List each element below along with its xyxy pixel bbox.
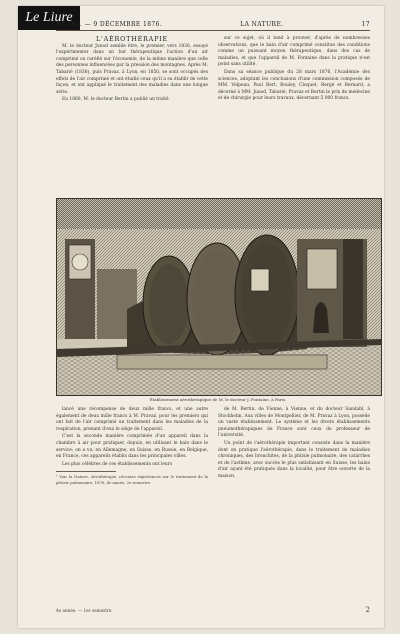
- footnote-rule: [56, 471, 116, 472]
- paragraph: Dans sa séance publique du 28 mars 1876, l'Académie des sciences, adoptant les conclusions d'une commission composée de MM. Velpeau, Paul Bert, Bouley, Cloquet, Bergé et Bernard, a décerné à MM. Junod, Tabarié, Pravaz et Bertin le prix de médecine et de chirurgie pour leurs travaux, décernant 5 000 francs.: [218, 69, 370, 102]
- figure-caption: Établissement aérothérapique de M. le docteur J. Fontaine, à Paris.: [149, 397, 287, 402]
- paragraph: C'est la seconde manière comprimée d'un appareil dans la chambre à air pour pratiquer, depuis, en utilisant le bain dans le service; on a vu, en Allemagne, en Suisse, en Russie, en Belgique, en France, ces appareils établis dans les principales villes.: [56, 434, 208, 460]
- paragraph: Les plus célèbres de ces établissements ont leurs: [62, 461, 173, 467]
- paragraph: de M. Bertin, de Vienne, à Vienne, et du docteur Sandahl, à Stockholm. Aux villes de Montpellier, de M. Pravaz à Lyon, possède un vaste établissement. Le système et les divers établissements pneumothérapiques de France sont ceux du professeur de l'université.: [218, 407, 370, 439]
- paragraph: lancé une récompense de deux mille francs, et une autre également de deux mille francs à M. Pravaz, pour les premiers qui ont fait de l'air comprimé un traitement dans les maladies de la respiration, prenant d'eux le siège de l'appareil.: [56, 407, 208, 432]
- article-title: L'AÉROTHÉRAPIE: [96, 35, 168, 43]
- column-left-bottom: [56, 407, 208, 485]
- journal-title: LA NATURE.: [240, 21, 284, 28]
- paragraph: Un point de l'aérothérapie important consiste dans la manière dont on pratique l'aérothérapie, dans le traitement de maladies chroniques, des bronchites, de la phtisie pulmonaire, des catarrhes et de l'asthme, avec succès le plus satisfaisant en Suisse, les bains d'air ayant été pratiqués dans la localité, pour être ouverte de la maison.: [218, 440, 370, 479]
- journal-page: [18, 6, 384, 628]
- bottom-columns: [56, 407, 370, 485]
- column-left-top: [56, 36, 208, 105]
- footnote: ¹ Voir la Nature, Aérothérapie, récentes expériences sur le traitement de la phtisie pulmonaire, 1876, 4e année, 2e semestre.: [56, 474, 208, 485]
- sheet-number: 2: [365, 606, 370, 614]
- paragraph: M. le docteur Junod semble être, le premier, vers 1836, essayé l'expérimenter dans un but thérapeutique l'action d'un air comprimé ou raréfié sur l'économie, de la même manière que celle des personnes influencées par la pression des montagnes. Après M. Tabarié (1838), puis Pravaz, à Lyon, en 1850, se sont occupés des effets de l'air comprimé et ont étudié ceux qu'il a su établir de cette façon, et ont appliqué le traitement des maladies dans une longue série.: [56, 43, 208, 95]
- page-number: 17: [361, 21, 370, 28]
- hyperbaric-chamber-engraving: [57, 199, 381, 395]
- column-right-bottom: [218, 407, 370, 485]
- page-footer: [56, 606, 370, 614]
- column-right-top: [218, 36, 370, 105]
- top-columns: [56, 36, 370, 105]
- issue-number: N° 163. — 9 DÉCEMBRE 1876.: [56, 21, 163, 28]
- engraving-illustration: [56, 198, 382, 396]
- running-header: [56, 21, 370, 31]
- library-stamp: Le Liure: [18, 6, 80, 30]
- paragraph: En 1860, M. le docteur Bertin a publié un traité: [62, 97, 169, 103]
- paragraph: sur ce sujet, où il tend à prouver, d'après de nombreuses observations, que le bain d'air comprimé constitue des conditions comme un puissant moyen thérapeutique, dans des cas de maladies, et que l'appareil de M. Fontaine dans la pratique n'est point sans utilité.: [218, 36, 370, 68]
- volume-note: 4e année. — 1er semestre.: [56, 607, 113, 613]
